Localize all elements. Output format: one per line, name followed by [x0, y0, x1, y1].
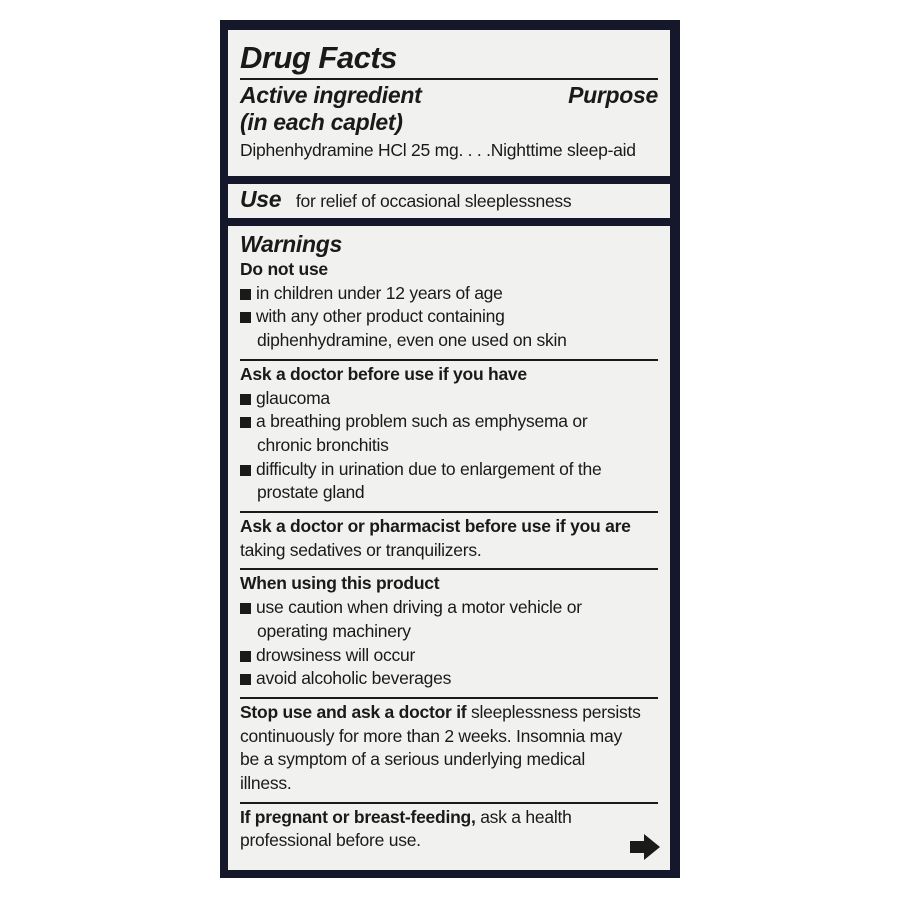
ingredient-line: Diphenhydramine HCl 25 mg. . . .Nighttime sleep-aid: [240, 140, 636, 160]
divider: [240, 78, 658, 80]
list-item: avoid alcoholic beverages: [256, 668, 452, 689]
use-panel: [228, 184, 670, 218]
do-not-use-heading: Do not use: [240, 259, 328, 279]
stop-use-text: be a symptom of a serious underlying medical: [240, 749, 586, 770]
use-text: for relief of occasional sleeplessness: [295, 191, 572, 211]
list-item-continuation: chronic bronchitis: [257, 434, 389, 455]
purpose-heading: Purpose: [568, 82, 658, 108]
square-bullet-icon: [240, 674, 251, 685]
stop-use-text: continuously for more than 2 weeks. Insomnia may: [240, 725, 622, 746]
square-bullet-icon: [240, 394, 251, 405]
list-item: in children under 12 years of age: [256, 282, 503, 303]
list-item: use caution when driving a motor vehicle or: [256, 597, 582, 618]
pregnant-text: professional before use.: [240, 830, 421, 851]
label-title: Drug Facts: [240, 40, 397, 75]
divider: [240, 802, 658, 804]
divider: [240, 568, 658, 570]
square-bullet-icon: [240, 312, 251, 323]
list-item: a breathing problem such as emphysema or: [256, 411, 588, 432]
list-item-continuation: operating machinery: [257, 620, 411, 641]
warnings-heading: Warnings: [240, 231, 342, 257]
when-using-heading: When using this product: [240, 573, 440, 594]
pregnant-text: ask a health: [480, 806, 572, 827]
square-bullet-icon: [240, 289, 251, 300]
list-item: with any other product containing: [256, 306, 505, 327]
list-item-continuation: prostate gland: [257, 482, 365, 503]
divider: [240, 697, 658, 699]
list-item: drowsiness will occur: [256, 644, 416, 665]
stop-use-text: sleeplessness persists: [471, 701, 641, 722]
list-item: glaucoma: [256, 387, 330, 408]
ask-pharmacist-text: taking sedatives or tranquilizers.: [240, 539, 482, 560]
list-item: difficulty in urination due to enlargement of the: [256, 458, 602, 479]
square-bullet-icon: [240, 651, 251, 662]
square-bullet-icon: [240, 465, 251, 476]
active-ingredient-panel: [228, 30, 670, 176]
drug-facts-label: [220, 20, 680, 878]
ask-doctor-heading: Ask a doctor before use if you have: [240, 363, 527, 384]
divider: [240, 511, 658, 513]
warnings-panel: [228, 226, 670, 870]
active-ingredient-subheading: (in each caplet): [240, 109, 403, 135]
square-bullet-icon: [240, 417, 251, 428]
pregnant-heading: If pregnant or breast-feeding,: [240, 806, 476, 827]
arrow-right-icon: [630, 834, 660, 860]
stop-use-text: illness.: [240, 773, 292, 794]
ask-pharmacist-heading: Ask a doctor or pharmacist before use if you are: [240, 516, 631, 537]
square-bullet-icon: [240, 603, 251, 614]
stop-use-heading: Stop use and ask a doctor if: [240, 701, 467, 722]
use-heading: Use: [240, 186, 282, 212]
divider: [240, 359, 658, 361]
list-item-continuation: diphenhydramine, even one used on skin: [257, 330, 567, 351]
active-ingredient-heading: Active ingredient: [240, 82, 422, 108]
